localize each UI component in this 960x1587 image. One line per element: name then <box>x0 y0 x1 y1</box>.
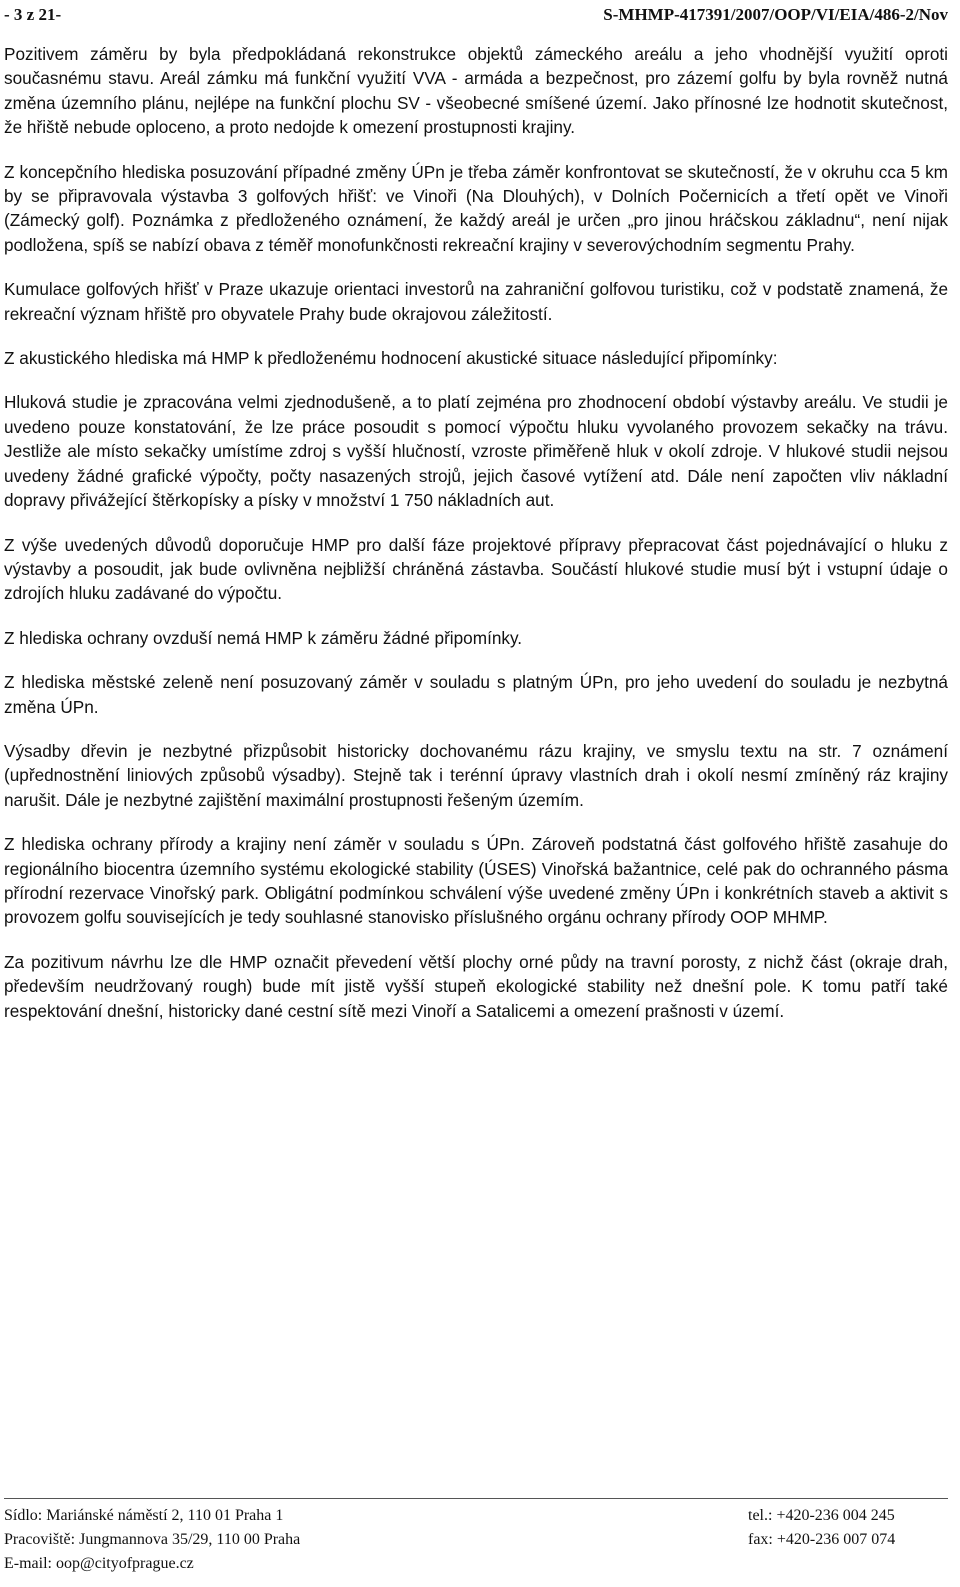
page-footer <box>4 1504 948 1576</box>
paragraph: Z akustického hlediska má HMP k předloženému hodnocení akustické situace následující připomínky: <box>4 348 778 369</box>
footer-row <box>4 1528 948 1552</box>
paragraph: Z hlediska ochrany ovzduší nemá HMP k záměru žádné připomínky. <box>4 627 523 648</box>
paragraph: Za pozitivum návrhu lze dle HMP označit převedení větší plochy orné půdy na travní porosty, z nichž část (okraje drah, především neudržovaný rough) bude mít jistě vyšší stupeň ekologické stability než dnešní pole. K tomu patří také respektování dnešní, historicky dané cestní sítě mezi Vinoří a Satalicemi a omezení prašnosti v území. <box>4 951 948 1021</box>
paragraph: Z výše uvedených důvodů doporučuje HMP pro další fáze projektové přípravy přepracovat část pojednávající o hluku z výstavby a posoudit, jak bude ovlivněna nejbližší chráněná zástavba. Součástí hlukové studie musí být i vstupní údaje o zdrojích hluku zadávané do výpočtu. <box>4 534 948 604</box>
paragraph: Z hlediska městské zeleně není posuzovaný záměr v souladu s platným ÚPn, pro jeho uvedení do souladu je nezbytná změna ÚPn. <box>4 672 948 717</box>
paragraph: Hluková studie je zpracována velmi zjednodušeně, a to platí zejména pro zhodnocení období výstavby areálu. Ve studii je uvedeno pouze konstatování, že lze práce posoudit s pomocí výpočtu hluku vyvolaného provozem sekačky na trávu. Jestliže ale místo sekačky umístíme zdroj s vyšší hlučností, vzroste přiměřeně hluk v okolí zdroje. V hlukové studii nejsou uvedeny žádné grafické výpočty, počty nasazených strojů, jejich časové vytížení atd. Dále není započten vliv nákladní dopravy přivážející štěrkopísky a písky v množství 1 750 nákladních aut. <box>4 392 948 511</box>
footer-row <box>4 1504 948 1528</box>
paragraph: Z koncepčního hlediska posuzování případné změny ÚPn je třeba záměr konfrontovat se skutečností, že v okruhu cca 5 km by se připravovala výstavba 3 golfových hřišť: ve Vinoři (Na Dlouhých), v Dolních Počernicích a třetí opět ve Vinoři (Zámecký golf). Poznámka z předloženého oznámení, že každý areál je určen „pro jinou hráčskou základnu“, není nijak podložena, spíš se nabízí obava z téměř monofunkčnosti rekreační krajiny v severovýchodním segmentu Prahy. <box>4 161 948 255</box>
footer-divider <box>4 1498 948 1499</box>
footer-row <box>4 1552 948 1576</box>
paragraph: Výsadby dřevin je nezbytné přizpůsobit historicky dochovanému rázu krajiny, ve smyslu textu na str. 7 oznámení (upřednostnění liniových způsobů výsadby). Stejně tak i terénní úpravy vlastních drah i okolí nesmí zmíněný ráz krajiny narušit. Dále je nezbytné zajištění maximální prostupnosti řešeným územím. <box>4 740 948 810</box>
page-header <box>4 4 948 26</box>
footer-address: Sídlo: Mariánské náměstí 2, 110 01 Praha 1 <box>4 1507 284 1524</box>
paragraph: Pozitivem záměru by byla předpokládaná rekonstrukce objektů zámeckého areálu a jeho vhodnější využití oproti současnému stavu. Areál zámku má funkční využití VVA - armáda a bezpečnost, pro zázemí golfu by byla rovněž nutná změna územního plánu, nejlépe na funkční plochu SV - všeobecné smíšené území. Jako přínosné lze hodnotit skutečnost, že hřiště nebude oploceno, a proto nedojde k omezení prostupnosti krajiny. <box>4 44 948 138</box>
footer-fax: fax: +420-236 007 074 <box>748 1531 896 1548</box>
footer-email[interactable]: E-mail: oop@cityofprague.cz <box>4 1555 194 1572</box>
paragraph: Kumulace golfových hřišť v Praze ukazuje orientaci investorů na zahraniční golfovou turistiku, což v podstatě znamená, že rekreační význam hřiště pro obyvatele Prahy bude okrajovou záležitostí. <box>4 279 948 324</box>
document-reference: S-MHMP-417391/2007/OOP/VI/EIA/486-2/Nov <box>603 5 948 24</box>
footer-phone: tel.: +420-236 004 245 <box>748 1507 895 1524</box>
document-body <box>4 42 948 1043</box>
paragraph: Z hlediska ochrany přírody a krajiny není záměr v souladu s ÚPn. Zároveň podstatná část golfového hřiště zasahuje do regionálního biocentra územního systému ekologické stability (ÚSES) Vinořská bažantnice, celé pak do ochranného pásma přírodní rezervace Vinořský park. Obligátní podmínkou schválení výše uvedené změny ÚPn i konkrétních staveb a aktivit s provozem golfu souvisejících je tedy souhlasné stanovisko příslušného orgánu ochrany přírody OOP MHMP. <box>4 834 948 928</box>
footer-workplace: Pracoviště: Jungmannova 35/29, 110 00 Praha <box>4 1531 301 1548</box>
page-number: - 3 z 21- <box>4 5 62 24</box>
